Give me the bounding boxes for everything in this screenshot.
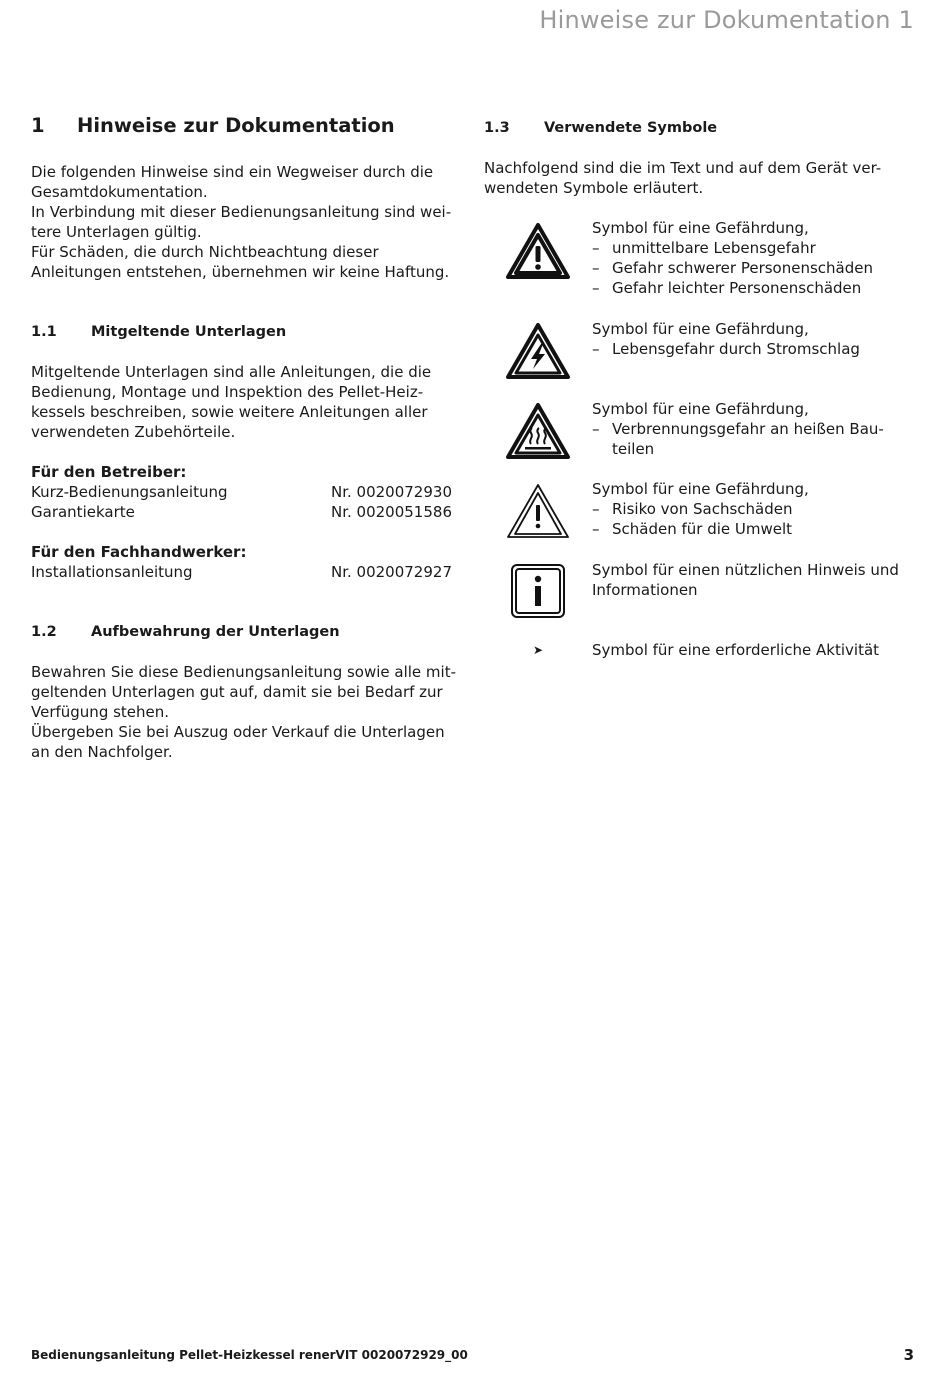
- symbol-lead: Symbol für einen nützlichen Hinweis und: [592, 561, 899, 579]
- dash: –: [592, 239, 600, 257]
- text-line: Bewahren Sie diese Bedienungsanleitung sowie alle mit-: [31, 663, 457, 681]
- text-line: Gesamtdokumentation.: [31, 183, 208, 201]
- symbol-description: [592, 560, 914, 619]
- symbol-lead: Symbol für eine Gefährdung,: [592, 320, 809, 338]
- text-line: In Verbindung mit dieser Bedienungsanleitung sind wei-: [31, 203, 452, 221]
- symbol-item-text: Gefahr schwerer Personenschäden: [612, 259, 873, 277]
- operator-docs: [31, 462, 461, 522]
- symbol-description: [592, 479, 914, 540]
- symbol-item: [592, 238, 914, 258]
- text-line: Mitgeltende Unterlagen sind alle Anleitungen, die die: [31, 363, 432, 381]
- document-row: [31, 502, 461, 522]
- installer-docs: [31, 542, 461, 582]
- text-line: Verfügung stehen.: [31, 703, 170, 721]
- section-heading-1-2: [31, 622, 461, 642]
- symbol-lead: Informationen: [592, 581, 698, 599]
- chapter-title: Hinweise zur Dokumentation: [77, 114, 395, 137]
- document-row: [31, 482, 461, 502]
- text-line: tere Unterlagen gültig.: [31, 223, 202, 241]
- section-heading-1-1: [31, 322, 461, 342]
- text-line: kessels beschreiben, sowie weitere Anleitungen aller: [31, 403, 428, 421]
- document-name: Kurz-Bedienungsanleitung: [31, 483, 228, 501]
- arrow-marker-icon: ➤: [532, 643, 544, 657]
- symbol-item-text: Risiko von Sachschäden: [612, 500, 793, 518]
- symbol-item-text: Gefahr leichter Personenschäden: [612, 279, 862, 297]
- page-number: 3: [903, 1346, 914, 1364]
- info-icon: [484, 560, 592, 619]
- right-column: [484, 112, 914, 659]
- installer-heading: Für den Fachhandwerker:: [31, 543, 247, 561]
- dash: –: [592, 340, 600, 358]
- symbol-item-text: Verbrennungsgefahr an heißen Bau-: [612, 420, 884, 438]
- section-1-3-intro: [484, 158, 914, 198]
- symbol-lead: Symbol für eine Gefährdung,: [592, 480, 809, 498]
- dash: –: [592, 520, 600, 538]
- symbol-row: [484, 218, 914, 298]
- text-line: Nachfolgend sind die im Text und auf dem Gerät ver-: [484, 159, 882, 177]
- symbol-item-text: unmittelbare Lebensgefahr: [612, 239, 816, 257]
- text-line: Die folgenden Hinweise sind ein Wegweiser durch die: [31, 163, 434, 181]
- symbol-row: [484, 560, 914, 619]
- document-name: Installationsanleitung: [31, 563, 193, 581]
- symbol-row: [484, 479, 914, 540]
- document-number: Nr. 0020072927: [331, 563, 452, 581]
- chapter-intro: [31, 162, 461, 282]
- symbol-item: [592, 258, 914, 278]
- symbol-item-text: teilen: [612, 440, 655, 458]
- text-line: verwendeten Zubehörteile.: [31, 423, 236, 441]
- dash: –: [592, 420, 600, 438]
- symbol-item-text: Schäden für die Umwelt: [612, 520, 793, 538]
- page-header-title: Hinweise zur Dokumentation 1: [539, 6, 914, 34]
- caution-triangle-outline-icon: [484, 479, 592, 540]
- section-title: Aufbewahrung der Unterlagen: [91, 624, 340, 640]
- symbol-description: [592, 399, 914, 460]
- document-number: Nr. 0020072930: [331, 483, 452, 501]
- dash: –: [592, 500, 600, 518]
- symbol-item: [592, 499, 914, 519]
- text-line: Anleitungen entstehen, übernehmen wir keine Haftung.: [31, 263, 450, 281]
- chapter-heading: [31, 112, 461, 140]
- text-line: Bedienung, Montage und Inspektion des Pellet-Heiz-: [31, 383, 424, 401]
- symbol-lead: Symbol für eine Gefährdung,: [592, 219, 809, 237]
- symbol-lead: Symbol für eine erforderliche Aktivität: [592, 641, 880, 659]
- section-1-2-body: [31, 662, 461, 762]
- left-column: [31, 112, 461, 762]
- electric-shock-triangle-icon: [484, 319, 592, 380]
- symbol-item: [592, 519, 914, 539]
- symbol-item-text: Lebensgefahr durch Stromschlag: [612, 340, 860, 358]
- danger-triangle-bold-icon: [484, 218, 592, 298]
- section-number: 1.3: [484, 120, 510, 136]
- dash: –: [592, 259, 600, 277]
- symbol-description: [592, 640, 914, 660]
- text-line: geltenden Unterlagen gut auf, damit sie bei Bedarf zur: [31, 683, 443, 701]
- symbol-row: [484, 640, 914, 660]
- section-title: Mitgeltende Unterlagen: [91, 324, 287, 340]
- footer-doc-title: Bedienungsanleitung Pellet-Heizkessel renerVIT 0020072929_00: [31, 1348, 468, 1362]
- symbol-description: [592, 319, 914, 380]
- chapter-number: 1: [31, 114, 45, 137]
- document-name: Garantiekarte: [31, 503, 135, 521]
- text-line: an den Nachfolger.: [31, 743, 173, 761]
- section-number: 1.2: [31, 624, 57, 640]
- document-row: [31, 562, 461, 582]
- symbol-description: [592, 218, 914, 298]
- symbol-row: [484, 399, 914, 460]
- operator-heading: Für den Betreiber:: [31, 463, 187, 481]
- symbol-row: [484, 319, 914, 380]
- document-number: Nr. 0020051586: [331, 503, 452, 521]
- symbol-item: [592, 339, 914, 359]
- hot-surface-triangle-icon: [484, 399, 592, 460]
- section-title: Verwendete Symbole: [544, 120, 718, 136]
- text-line: Übergeben Sie bei Auszug oder Verkauf die Unterlagen: [31, 723, 445, 741]
- text-line: wendeten Symbole erläutert.: [484, 179, 704, 197]
- section-number: 1.1: [31, 324, 57, 340]
- symbol-item: [592, 419, 914, 439]
- dash: –: [592, 279, 600, 297]
- symbol-item: [592, 278, 914, 298]
- symbol-item: [592, 439, 914, 459]
- text-line: Für Schäden, die durch Nichtbeachtung dieser: [31, 243, 379, 261]
- section-heading-1-3: [484, 118, 914, 138]
- section-1-1-body: [31, 362, 461, 442]
- symbol-lead: Symbol für eine Gefährdung,: [592, 400, 809, 418]
